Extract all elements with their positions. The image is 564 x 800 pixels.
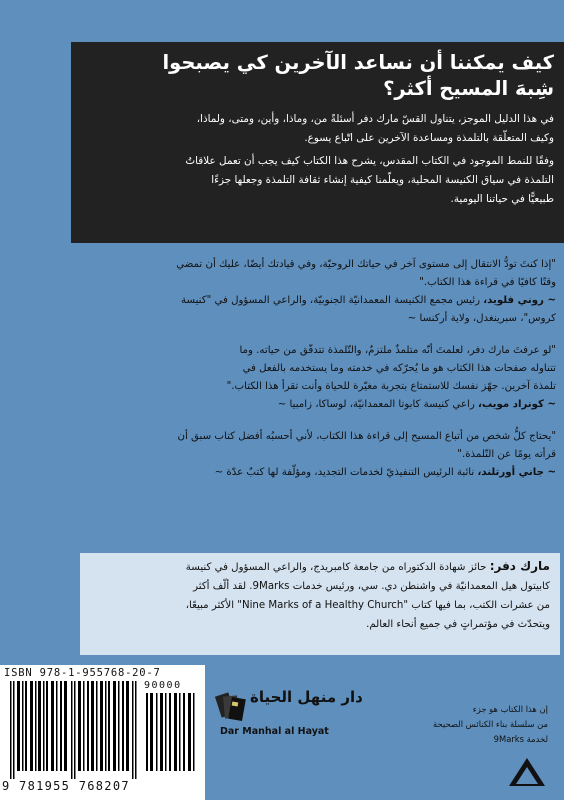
isbn-text: ISBN 978-1-955768-20-7	[4, 667, 161, 679]
endorsement	[80, 256, 556, 328]
summary-line: وكيف المتعلّقة بالتلمذة ومساعدة الآخرين على اتّباع يسوع.	[304, 132, 554, 144]
endorser-role: رئيس مجمع الكنيسة المعمدانيّة الجنوبيّة، والراعي المسؤول في "كنيسة	[181, 295, 484, 306]
summary-panel	[71, 42, 564, 243]
endorser-role: راعي كنيسة كابوتا المعمدانيّة، لوساكا، زامبيا ~	[277, 399, 478, 410]
endorsements	[80, 256, 556, 492]
quote-attribution	[80, 292, 556, 310]
book-icon	[214, 690, 248, 724]
isbn-barcode	[0, 665, 205, 800]
publisher-logo	[214, 688, 363, 748]
bio-line: من عشرات الكتب، بما فيها كتاب "Nine Marks of a Healthy Church" الأكثر مبيعًا،	[185, 600, 550, 611]
barcode-digits: 9 781955 768207	[2, 779, 130, 793]
endorser-name: ~ روني فلويد،	[483, 295, 556, 306]
summary-line: طبيعيًّا في حياتنا اليومية.	[450, 193, 554, 205]
price-code: 90000	[144, 680, 182, 691]
endorser-name: ~ جاني أورتلند،	[477, 467, 556, 478]
bio-line	[86, 557, 550, 577]
headline-line: شِبهَ المسيح أكثر؟	[383, 77, 554, 100]
quote-line: تتناوله صفحات هذا الكتاب هو ما يُحرّكه في خدمته وما يستخدمه بالفعل في	[242, 363, 556, 374]
publisher-arabic-name: دار منهل الحياة	[250, 688, 363, 706]
series-line: لخدمة 9Marks	[493, 734, 548, 744]
series-line: إن هذا الكتاب هو جزء	[472, 704, 548, 714]
quote-line: قرأته يومًا عن التّلمذة."	[457, 449, 556, 460]
endorsement	[80, 428, 556, 482]
series-logo-icon	[505, 756, 549, 788]
summary-line: وفقًا للنمط الموجود في الكتاب المقدس، يشرح هذا الكتاب كيف يجب أن تعمل علاقاتُ	[185, 155, 554, 167]
summary-line: التلمذة في سياق الكنيسة المحلية، ويعلّمنا كيفية إنشاء ثقافة التلمذة وجعلها جزءًا	[211, 174, 554, 186]
series-line: من سلسلة بناء الكنائس الصحيحة	[433, 719, 548, 729]
quote-line: "إذا كنتَ تودُّ الانتقال إلى مستوى آخر في حياتك الروحيّة، وفي قيادتك أيضًا، عليك أن تمضي	[176, 259, 556, 270]
summary-paragraph	[87, 110, 554, 148]
endorser-role: كروس"، سبرينغدل، ولاية أركنسا ~	[407, 313, 556, 324]
author-name: مارك دفر:	[489, 559, 550, 573]
barcode-bars	[10, 681, 140, 779]
publisher-english-name: Dar Manhal al Hayat	[220, 726, 329, 737]
quote-line: تلمذة آخرين. جهّز نفسك للاستمتاع بتجربة مغيّرة للحياة وأنت تقرأ هذا الكتاب."	[226, 381, 556, 392]
bio-line: ويتحدّث في مؤتمراتٍ في جميع أنحاء العالم.	[366, 619, 550, 630]
endorser-role: نائبة الرئيس التنفيذيّ لخدمات التجديد، ومؤلّفة لها كتبٌ عدّة ~	[214, 467, 478, 478]
supplement-barcode	[146, 693, 198, 771]
quote-attribution	[80, 464, 556, 482]
quote-line: "لو عرفتَ مارك دفر، لعلمتَ أنّه متلمذٌ ملتزمٌ، والتّلمذة تتدفّق من حياته. وما	[239, 345, 556, 356]
series-note	[408, 702, 548, 747]
endorser-name: ~ كونراد مويب،	[478, 399, 556, 410]
quote-attribution	[80, 396, 556, 414]
headline	[87, 50, 554, 102]
headline-line: كيف يمكننا أن نساعد الآخرين كي يصبحوا	[162, 51, 554, 74]
endorsement	[80, 342, 556, 414]
author-bio	[80, 553, 560, 655]
bio-text: حائز شهادة الدكتوراه من جامعة كامبريدج، والراعي المسؤول في كنيسة	[185, 562, 490, 573]
bio-line: كابيتول هيل المعمدانيّة في واشنطن دي. سي، ورئيس خدمات 9Marks. لقد ألّف أكثر	[193, 581, 550, 592]
quote-line: وقتًا كافيًا في قراءة هذا الكتاب."	[419, 277, 556, 288]
summary-paragraph	[87, 152, 554, 209]
summary-line: في هذا الدليل الموجز، يتناول القسّ مارك دفر أسئلةً من، وماذا، وأين، ومتى، ولماذا،	[196, 113, 554, 125]
quote-line: "يحتاج كلُّ شخص من أتباع المسيح إلى قراءة هذا الكتاب، لأني أحسبُه أفضل كتاب سبق أن	[177, 431, 556, 442]
